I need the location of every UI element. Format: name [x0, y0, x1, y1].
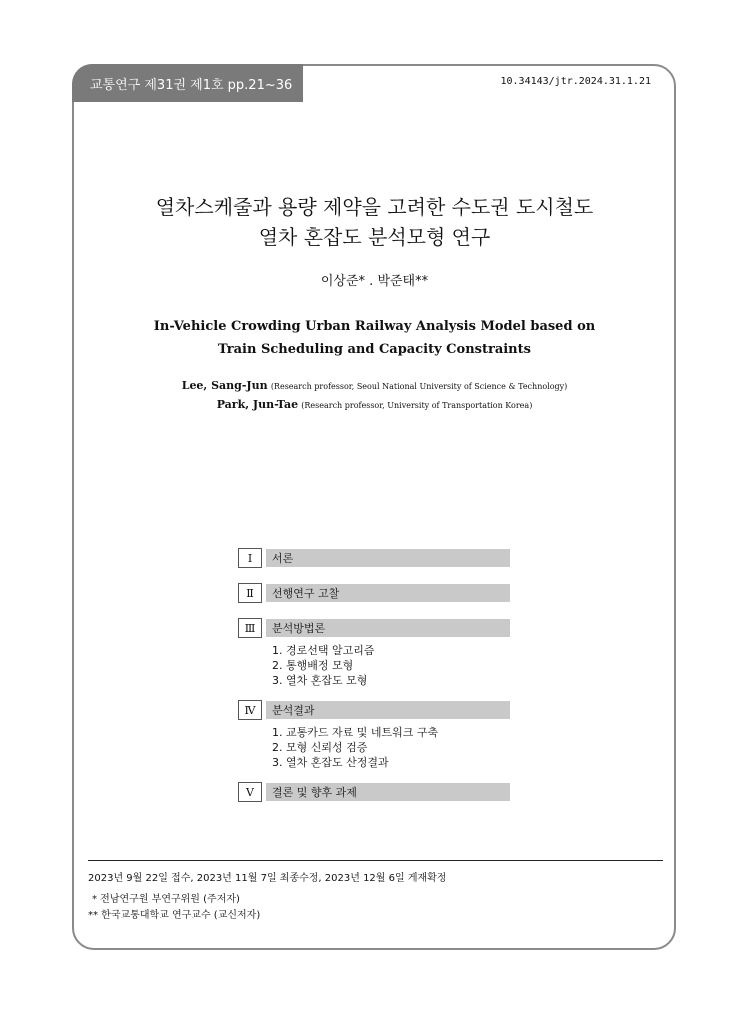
- toc-item-4: [238, 700, 510, 720]
- toc-label: 서론: [266, 549, 510, 567]
- toc-subitem: 1. 교통카드 자료 및 네트워크 구축: [272, 726, 439, 739]
- toc-number: Ⅲ: [238, 618, 262, 638]
- toc-item-3: [238, 618, 510, 638]
- author-affiliation: (Research professor, Seoul National University of Science & Technology): [270, 382, 568, 391]
- title-en-line2: Train Scheduling and Capacity Constraints: [218, 342, 531, 357]
- author-affiliation: (Research professor, University of Transportation Korea): [301, 401, 533, 410]
- toc-subitem: 1. 경로선택 알고리즘: [272, 644, 375, 657]
- toc-item-2: [238, 583, 510, 603]
- doi: 10.34143/jtr.2024.31.1.21: [500, 76, 651, 87]
- toc-label: 결론 및 향후 과제: [266, 783, 510, 801]
- toc-number: Ⅰ: [238, 548, 262, 568]
- toc-subitem: 3. 열차 혼잡도 모형: [272, 674, 368, 687]
- toc-label: 선행연구 고찰: [266, 584, 510, 602]
- toc-label: 분석결과: [266, 701, 510, 719]
- toc-item-5: [238, 782, 510, 802]
- submission-dates: 2023년 9월 22일 접수, 2023년 11월 7일 최종수정, 2023년 12월 6일 게재확정: [88, 873, 447, 884]
- affiliation-2: [0, 398, 749, 411]
- journal-header: 교통연구 제31권 제1호 pp.21~36: [72, 64, 303, 102]
- title-ko-line1: 열차스케줄과 용량 제약을 고려한 수도권 도시철도: [155, 195, 594, 219]
- toc-number: Ⅱ: [238, 583, 262, 603]
- toc-subitem: 2. 통행배정 모형: [272, 659, 354, 672]
- title-ko-line2: 열차 혼잡도 분석모형 연구: [258, 225, 491, 249]
- toc-subitem: 3. 열차 혼잡도 산정결과: [272, 756, 389, 769]
- toc-item-1: [238, 548, 510, 568]
- affiliation-1: [0, 379, 749, 392]
- author-name: Park, Jun-Tae: [216, 398, 299, 411]
- toc-number: Ⅴ: [238, 782, 262, 802]
- toc-subitem: 2. 모형 신뢰성 검증: [272, 741, 368, 754]
- footer-divider: [88, 860, 663, 861]
- author-name: Lee, Sang-Jun: [181, 379, 268, 392]
- footnote-2: ** 한국교통대학교 연구교수 (교신저자): [88, 910, 261, 921]
- toc-number: Ⅳ: [238, 700, 262, 720]
- toc-label: 분석방법론: [266, 619, 510, 637]
- authors-ko: 이상준* . 박준태**: [320, 274, 429, 289]
- footnote-1: * 전남연구원 부연구위원 (주저자): [92, 894, 240, 905]
- title-en-line1: In-Vehicle Crowding Urban Railway Analysis Model based on: [153, 319, 596, 334]
